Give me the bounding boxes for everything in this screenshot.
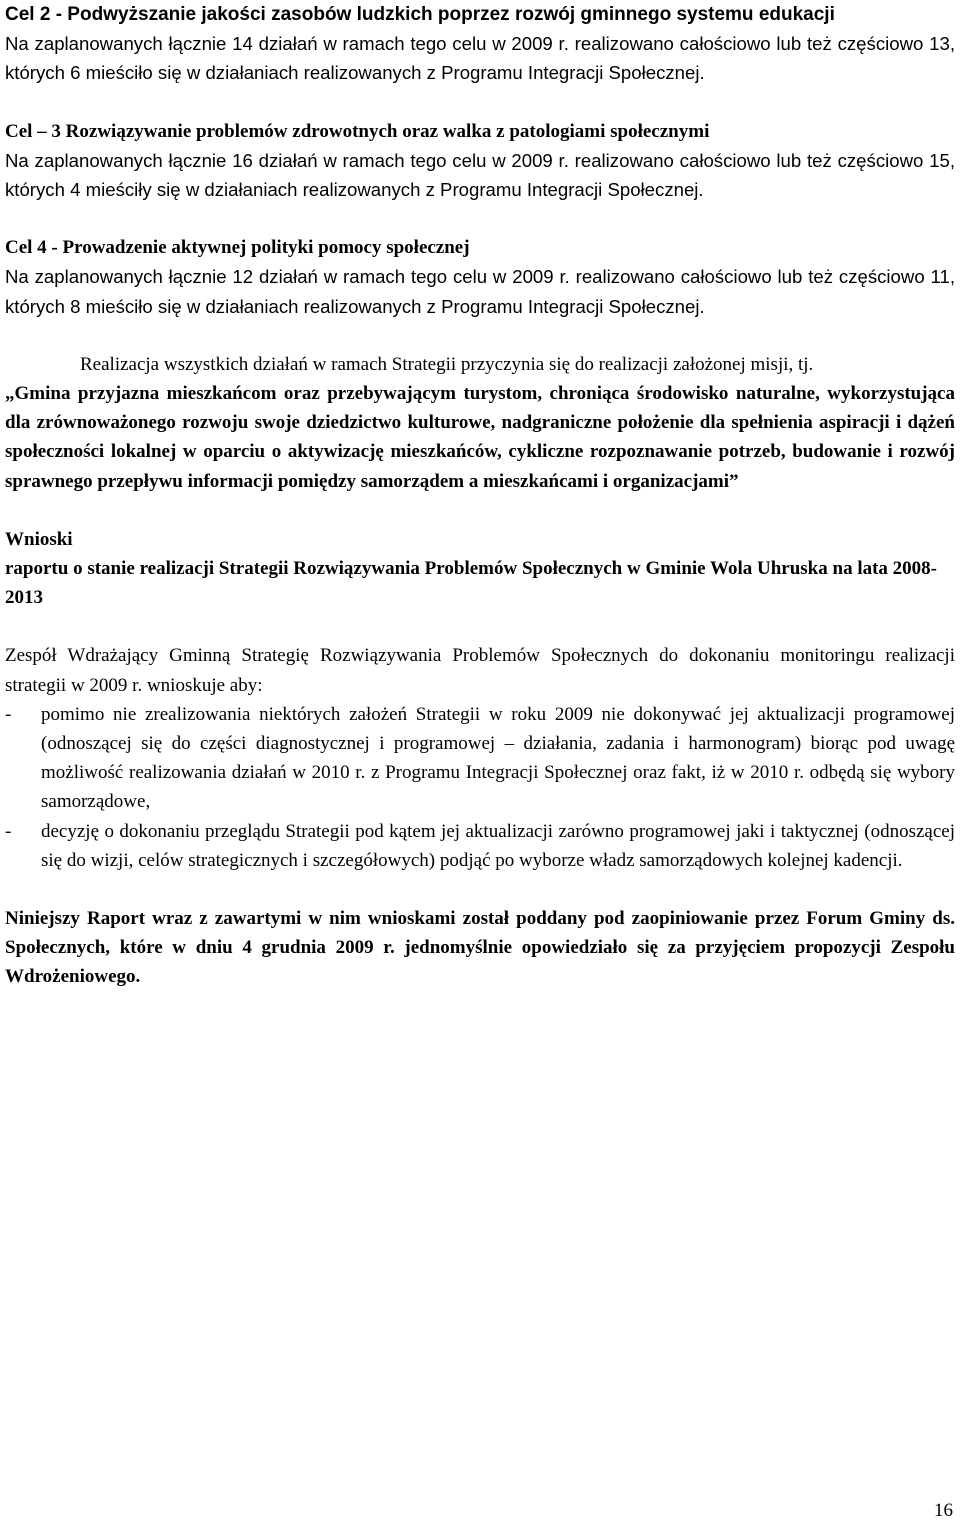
list-marker: -	[5, 703, 12, 725]
conclusion-item	[5, 817, 955, 875]
conclusions-subtitle: raportu o stanie realizacji Strategii Rozwiązywania Problemów Społecznych w Gminie Wola Uhruska na lata 2008-2013	[5, 558, 938, 609]
goal4-heading: Cel 4 - Prowadzenie aktywnej polityki pomocy społecznej	[5, 237, 470, 259]
conclusion-item-text: pomimo nie zrealizowania niektórych założeń Strategii w roku 2009 nie dokonywać jej aktualizacji programowej (odnoszącej się do części diagnostycznej i programowej – działania, zadania i harmonogram) biorąc pod uwagę możliwość realizowania działań w 2010 r. z Programu Integracji Społecznej oraz fakt, iż w 2010 r. odbędą się wybory samorządowe,	[41, 703, 955, 813]
conclusions-intro: Zespół Wdrażający Gminną Strategię Rozwiązywania Problemów Społecznych do dokonaniu monitoringu realizacji strategii w 2009 r. wnioskuje aby:	[5, 645, 955, 696]
closing-statement: Niniejszy Raport wraz z zawartymi w nim wnioskami został poddany pod zaopiniowanie przez Forum Gminy ds. Społecznych, które w dniu 4 grudnia 2009 r. jednomyślnie opowiedziało się za przyjęciem propozycji Zespołu Wdrożeniowego.	[5, 908, 955, 988]
mission-statement: „Gmina przyjazna mieszkańcom oraz przebywającym turystom, chroniąca środowisko naturalne, wykorzystująca dla zrównoważonego rozwoju swoje dziedzictwo kulturowe, nadgraniczne położenie dla spełnienia aspiracji i dążeń społeczności lokalnej w oparciu o aktywizację mieszkańców, cykliczne rozpoznawanie potrzeb, budowanie i rozwój sprawnego przepływu informacji pomiędzy samorządem a mieszkańcami i organizacjami”	[5, 383, 955, 492]
goal3-text: Na zaplanowanych łącznie 16 działań w ramach tego celu w 2009 r. realizowano całościowo lub też częściowo 15, których 4 mieściły się w działaniach realizowanych z Programu Integracji Społecznej.	[5, 149, 955, 201]
conclusion-item	[5, 700, 955, 817]
page-number: 16	[934, 1500, 953, 1521]
list-marker: -	[5, 820, 12, 842]
goal2-heading: Cel 2 - Podwyższanie jakości zasobów ludzkich poprzez rozwój gminnego systemu edukacji	[5, 4, 835, 25]
goal3-heading: Cel – 3 Rozwiązywanie problemów zdrowotnych oraz walka z patologiami społecznymi	[5, 120, 710, 142]
conclusion-item-text: decyzję o dokonaniu przeglądu Strategii pod kątem jej aktualizacji zarówno programowej jaki i taktycznej (odnoszącej się do wizji, celów strategicznych i szczegółowych) podjąć po wyborze władz samorządowych kolejnej kadencji.	[41, 820, 955, 871]
document-page	[5, 0, 955, 992]
goal4-text: Na zaplanowanych łącznie 12 działań w ramach tego celu w 2009 r. realizowano całościowo lub też częściowo 11, których 8 mieściło się w działaniach realizowanych z Programu Integracji Społecznej.	[5, 266, 955, 317]
summary-intro: Realizacja wszystkich działań w ramach Strategii przyczynia się do realizacji założonej misji, tj.	[80, 353, 814, 375]
conclusions-title: Wnioski	[5, 528, 73, 550]
goal2-text: Na zaplanowanych łącznie 14 działań w ramach tego celu w 2009 r. realizowano całościowo lub też częściowo 13, których 6 mieściło się w działaniach realizowanych z Programu Integracji Społecznej.	[5, 33, 955, 84]
